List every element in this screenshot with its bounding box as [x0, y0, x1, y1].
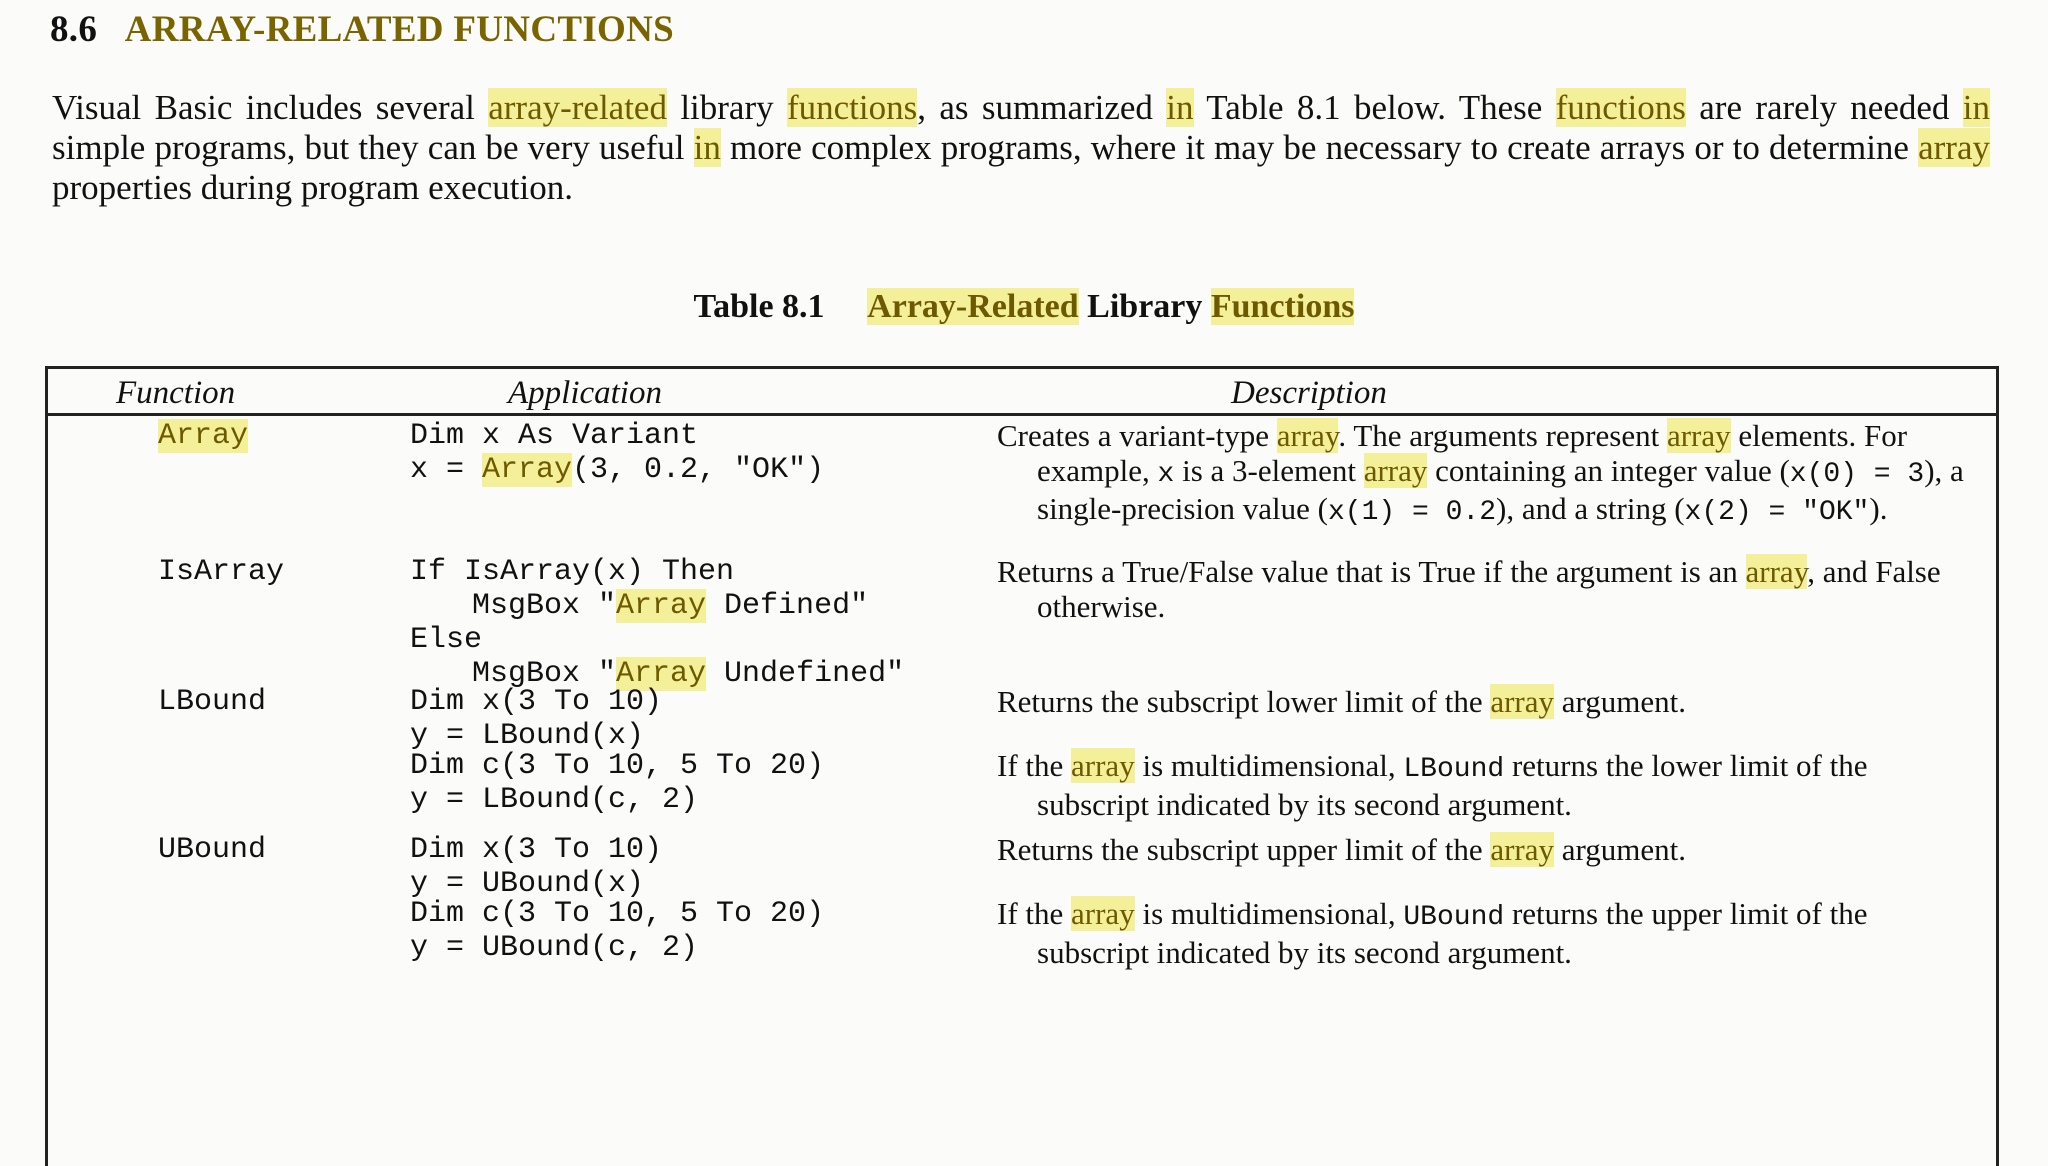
intro-paragraph — [52, 88, 1990, 208]
text-segment: Returns the subscript upper limit of the — [997, 832, 1491, 867]
text-segment: If the — [997, 896, 1072, 931]
application-code — [410, 833, 662, 901]
text-segment: ), and a string ( — [1496, 491, 1685, 526]
code-term: x(0) = 3 — [1789, 458, 1925, 490]
text-segment: , as summarized — [917, 88, 1167, 127]
highlighted-term: array — [1490, 684, 1555, 719]
application-code — [410, 419, 824, 487]
function-name — [158, 685, 266, 719]
function-description — [997, 897, 1977, 970]
text-segment: MsgBox " — [472, 657, 617, 691]
text-segment: Undefined" — [706, 657, 905, 691]
code-line — [410, 719, 662, 753]
text-segment: containing an integer value ( — [1427, 452, 1790, 488]
highlighted-term: Functions — [1210, 288, 1355, 325]
table-header-row — [48, 369, 1996, 416]
text-segment: x = — [410, 453, 483, 487]
highlighted-term: in — [693, 128, 721, 167]
code-term: x — [1157, 458, 1175, 490]
table-number: Table 8.1 — [693, 288, 825, 325]
highlighted-term: array — [1745, 554, 1808, 589]
text-segment: , and False otherwise. — [1037, 554, 1941, 624]
text-segment: is multidimensional, — [1134, 896, 1404, 931]
highlighted-term: array — [1071, 896, 1135, 931]
text-segment: elements. For example, — [1037, 418, 1908, 488]
code-line — [410, 685, 662, 719]
code-line — [410, 555, 904, 589]
function-description — [997, 749, 1977, 822]
code-line — [410, 833, 662, 867]
text-segment: returns the upper limit of the subscript indicated by its second argument. — [1037, 896, 1868, 970]
highlighted-term: Array — [158, 419, 249, 453]
code-term: LBound — [1403, 754, 1505, 785]
highlighted-term: Array — [616, 657, 707, 691]
table-title — [867, 288, 1354, 325]
text-segment: y = LBound(x) — [410, 719, 645, 753]
function-name — [158, 419, 248, 453]
text-segment: Table 8.1 below. These — [1193, 88, 1556, 127]
text-segment: are rarely needed — [1685, 88, 1963, 127]
text-segment: y = UBound(c, 2) — [410, 931, 699, 965]
code-term: x(1) = 0.2 — [1327, 497, 1496, 528]
code-line — [410, 897, 824, 931]
code-line — [410, 453, 824, 487]
highlighted-term: array — [1666, 418, 1731, 453]
text-segment: properties during program execution. — [52, 168, 573, 207]
text-segment: Dim c(3 To 10, 5 To 20) — [410, 897, 825, 931]
text-segment: is multidimensional, — [1134, 748, 1404, 783]
code-line — [410, 783, 824, 817]
section-number: 8.6 — [50, 9, 98, 50]
table-caption — [0, 288, 2048, 326]
text-segment: If the — [997, 748, 1072, 783]
text-segment: Returns a True/False value that is True if the argument is an — [997, 554, 1746, 589]
text-segment: y = LBound(c, 2) — [410, 783, 699, 817]
text-segment: is a 3-element — [1174, 452, 1364, 488]
text-segment: LBound — [158, 685, 267, 719]
text-segment: y = UBound(x) — [410, 867, 645, 901]
text-segment: (3, 0.2, "OK") — [572, 453, 825, 487]
highlighted-term: in — [1962, 88, 1990, 127]
code-line — [410, 419, 824, 453]
text-segment: library — [666, 88, 787, 127]
section-heading — [50, 8, 674, 51]
text-segment: IsArray — [158, 555, 285, 589]
function-name — [158, 555, 284, 589]
text-segment: If IsArray(x) Then — [410, 555, 735, 589]
text-segment: Dim x(3 To 10) — [410, 685, 663, 719]
functions-table — [45, 366, 1999, 1166]
text-segment: Else — [410, 623, 483, 657]
code-line — [410, 867, 662, 901]
header-function: Function — [116, 375, 236, 411]
text-segment: . The arguments represent — [1338, 418, 1667, 453]
highlighted-term: Array-Related — [867, 288, 1079, 325]
highlighted-term: array — [1490, 832, 1555, 867]
function-description — [997, 555, 1977, 624]
highlighted-term: array — [1071, 748, 1135, 783]
text-segment: simple programs, but they can be very useful — [52, 128, 694, 167]
highlighted-term: array — [1918, 128, 1990, 167]
highlighted-term: functions — [1555, 88, 1686, 127]
application-code — [410, 555, 904, 691]
application-code — [410, 685, 662, 753]
application-code — [410, 897, 824, 965]
highlighted-term: Array — [616, 589, 707, 623]
code-line — [410, 623, 904, 657]
header-description: Description — [1231, 375, 1387, 411]
text-segment: UBound — [158, 833, 267, 867]
text-segment: more complex programs, where it may be necessary to create arrays or to determine — [720, 128, 1919, 167]
function-description — [997, 419, 1977, 531]
highlighted-term: array-related — [488, 88, 667, 127]
code-term: UBound — [1403, 902, 1505, 933]
text-segment: Dim x As Variant — [410, 419, 699, 453]
text-segment: Creates a variant-type — [997, 418, 1277, 453]
text-segment: Returns the subscript lower limit of the — [997, 684, 1491, 719]
code-term: x(2) = "OK" — [1684, 497, 1870, 528]
text-segment: MsgBox " — [472, 589, 617, 623]
code-line — [410, 749, 824, 783]
text-segment: Library — [1078, 288, 1211, 325]
text-segment: argument. — [1554, 684, 1687, 719]
highlighted-term: array — [1363, 452, 1428, 488]
text-segment: ), a single-precision value ( — [1037, 452, 1964, 526]
application-code — [410, 749, 824, 817]
function-description — [997, 833, 1977, 868]
text-segment: Visual Basic includes several — [52, 88, 489, 127]
highlighted-term: functions — [786, 88, 918, 127]
text-segment: Defined" — [706, 589, 869, 623]
highlighted-term: Array — [482, 453, 573, 487]
code-line — [410, 931, 824, 965]
function-name — [158, 833, 266, 867]
function-description — [997, 685, 1977, 720]
text-segment: ). — [1869, 491, 1888, 526]
highlighted-term: in — [1166, 88, 1194, 127]
section-title: ARRAY-RELATED FUNCTIONS — [124, 9, 674, 50]
code-line — [410, 589, 904, 623]
text-segment: returns the lower limit of the subscript indicated by its second argument. — [1037, 748, 1868, 822]
text-segment: Dim x(3 To 10) — [410, 833, 663, 867]
header-application: Application — [508, 375, 662, 411]
text-segment: Dim c(3 To 10, 5 To 20) — [410, 749, 825, 783]
highlighted-term: array — [1276, 418, 1339, 453]
text-segment: argument. — [1554, 832, 1687, 867]
